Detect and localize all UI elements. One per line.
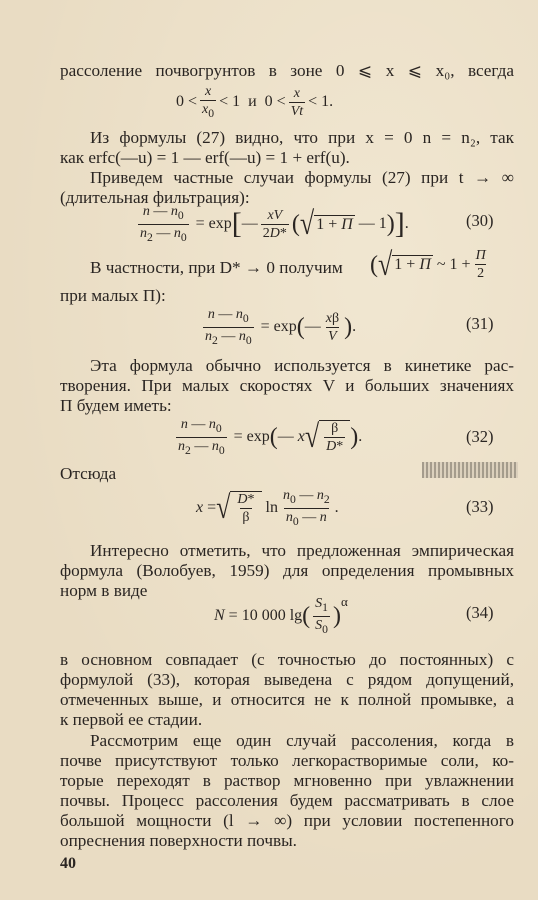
text-line: Отсюда bbox=[60, 464, 117, 483]
text-line: В частности, при D* → 0 получим bbox=[90, 258, 343, 277]
text-line: большой мощности (l → ∞) при условии постепенного bbox=[60, 811, 514, 830]
text-line: Из формулы (27) видно, что при x = 0 n = n₂, так bbox=[90, 128, 514, 147]
equation-number: (31) bbox=[466, 314, 494, 333]
text-line: опреснения поверхности почвы. bbox=[60, 831, 297, 850]
text-line: почвы. Процесс рассоления будем рассматривать в слое bbox=[60, 791, 514, 810]
text-line: норм в виде bbox=[60, 581, 148, 600]
text-line: П будем иметь: bbox=[60, 396, 172, 415]
equation-32: $\frac{n — n_0}{n_2 — n_0}$ = exp ( — x √ $\frac{\beta}{D*}$ ) . bbox=[178, 417, 363, 457]
inequality-formula: 0 < $\frac{x}{x_0}$ < 1 и 0 < $\frac{x}{Vt}$ < 1. bbox=[176, 84, 334, 120]
equation-number: (34) bbox=[466, 603, 494, 622]
text-line: Интересно отметить, что предложенная эмпирическая bbox=[90, 541, 514, 560]
equation-34: N = 10 000 lg ( $\frac{S_1}{S_0}$ ) $^\alpha$ bbox=[214, 594, 348, 636]
text-line: формулой (33), которая выведена с рядом допущений, bbox=[60, 670, 514, 689]
text-line: творения. При малых скоростях V и больших значениях bbox=[60, 376, 514, 395]
text-line: почве присутствуют только легкорастворимые соли, ко- bbox=[60, 751, 514, 770]
text-line: Эта формула обычно используется в кинетике рас- bbox=[90, 356, 514, 375]
equation-number: (32) bbox=[466, 427, 494, 446]
text-line: при малых П): bbox=[60, 286, 166, 305]
text-line: формула (Волобуев, 1959) для определения промывных bbox=[60, 561, 514, 580]
text-line: к первой ее стадии. bbox=[60, 710, 203, 729]
text-line: Приведем частные случаи формулы (27) при t → ∞ bbox=[90, 168, 514, 187]
text-line: Рассмотрим еще один случай рассоления, когда в bbox=[90, 731, 514, 750]
ink-smudge bbox=[422, 462, 518, 478]
text-line: торые переходят в раствор мгновенно при увлажнении bbox=[60, 771, 514, 790]
text-line: в основном совпадает (с точностью до постоянных) с bbox=[60, 650, 514, 669]
text-line: рассоление почвогрунтов в зоне 0 ⩽ x ⩽ x₀, всегда bbox=[60, 61, 514, 80]
text-line: отмеченных выше, и относится не к полной промывке, а bbox=[60, 690, 514, 709]
text-line: (длительная фильтрация): bbox=[60, 188, 250, 207]
equation-number: (30) bbox=[466, 211, 494, 230]
page-number: 40 bbox=[60, 855, 76, 872]
equation-number: (33) bbox=[466, 497, 494, 516]
equation-30: $\frac{n — n_0}{n_2 — n_0}$ = exp [ — $\frac{xV}{2D*}$ ( √ 1 + П — 1 ) ] . bbox=[140, 204, 409, 244]
equation-33: x = √ $\frac{D*}{\beta}$ ln $\frac{n_0 — n_2}{n_0 — n}$ . bbox=[196, 488, 339, 528]
text-line: как erfc(—u) = 1 — erf(—u) = 1 + erf(u). bbox=[60, 148, 350, 167]
approximation-formula: ( √ 1 + П ~ 1 + $\frac{П}{2}$ bbox=[370, 245, 486, 282]
equation-31: $\frac{n — n_0}{n_2 — n_0}$ = exp ( — $\frac{x\beta}{V}$ ) . bbox=[205, 307, 357, 347]
